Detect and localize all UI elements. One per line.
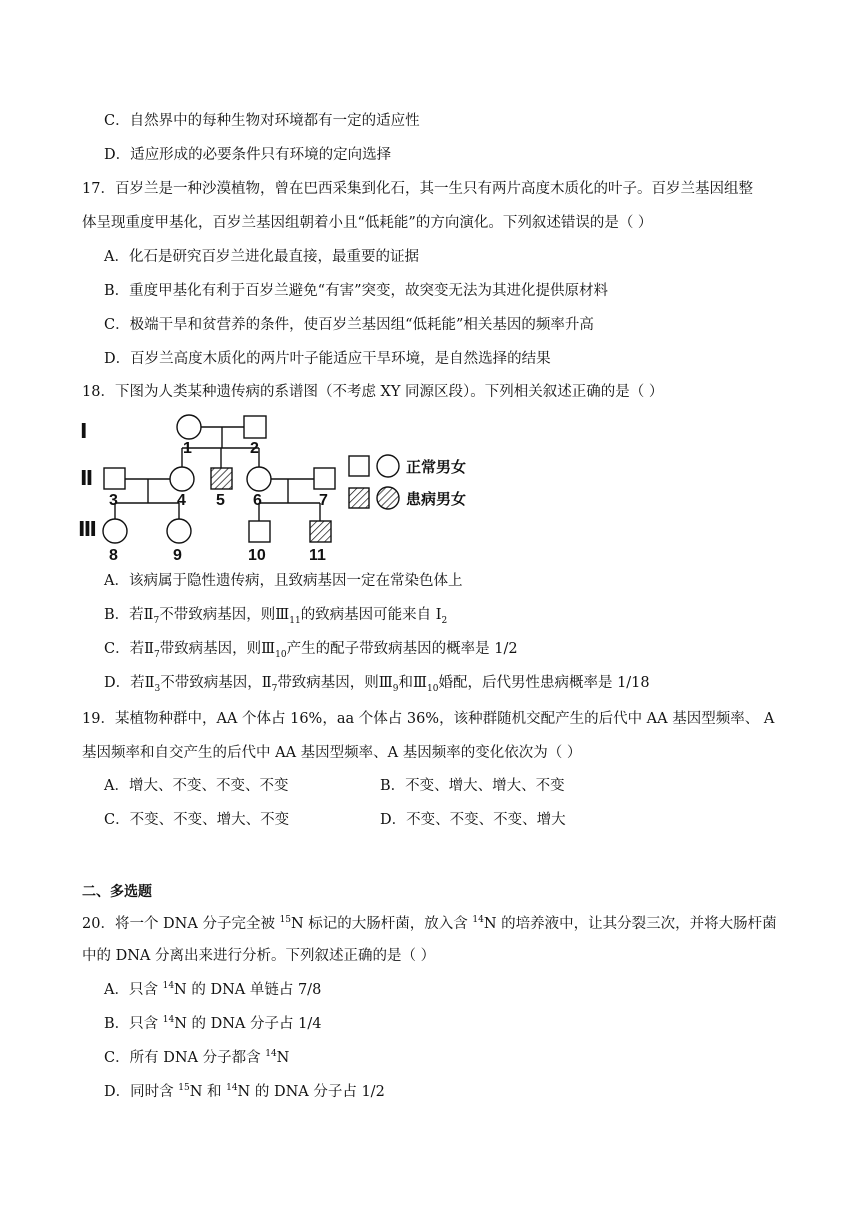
- q18-stem: 18．下图为人类某种遗传病的系谱图（不考虑 XY 同源区段）。下列相关叙述正确的是（ ）: [82, 384, 664, 400]
- q20-option-d: D．同时含 $^{15}$N 和 $^{14}$N 的 DNA 分子占 1/2: [104, 1083, 385, 1100]
- id-7: 7: [319, 492, 328, 509]
- individual-11-affected-male: [310, 521, 331, 542]
- legend-normal-label: 正常男女: [406, 459, 467, 476]
- q17-option-a: A．化石是研究百岁兰进化最直接，最重要的证据: [104, 249, 419, 265]
- individual-1-female: [177, 415, 201, 439]
- legend-affected-label: 患病男女: [406, 491, 467, 508]
- q20-stem-line2: 中的 DNA 分离出来进行分析。下列叙述正确的是（ ）: [82, 948, 436, 964]
- q20-stem-line1: 20．将一个 DNA 分子完全被 $^{15}$N 标记的大肠杆菌，放入含 $^{14}$N 的培养液中，让其分裂三次，并将大肠杆菌: [82, 915, 777, 932]
- q16-option-d: D．适应形成的必要条件只有环境的定向选择: [104, 147, 392, 163]
- q19-stem-line1: 19．某植物种群中，AA 个体占 16%，aa 个体占 36%，该种群随机交配产生的后代中 AA 基因型频率、 A: [82, 711, 775, 727]
- id-5: 5: [216, 492, 225, 509]
- q19-option-a: A．增大、不变、不变、不变: [104, 778, 289, 794]
- q17-option-d: D．百岁兰高度木质化的两片叶子能适应干旱环境，是自然选择的结果: [104, 351, 551, 367]
- section-heading: 二、多选题: [82, 884, 152, 900]
- q18-option-b: B．若$Ⅱ_7$不带致病基因，则$Ⅲ_{11}$的致病基因可能来自 $I_2$: [104, 607, 448, 626]
- q20-option-a: A．只含 $^{14}$N 的 DNA 单链占 7/8: [104, 981, 322, 998]
- q19-option-c: C．不变、不变、增大、不变: [104, 812, 290, 828]
- id-1: 1: [183, 440, 192, 457]
- q17-stem-line1: 17．百岁兰是一种沙漠植物，曾在巴西采集到化石，其一生只有两片高度木质化的叶子。百岁兰基因组整: [82, 181, 753, 197]
- id-6: 6: [253, 492, 262, 509]
- legend-affected-male-icon: [349, 488, 369, 508]
- q18-option-c: C．若$Ⅱ_7$带致病基因，则$Ⅲ_{10}$产生的配子带致病基因的概率是 1/2: [104, 641, 518, 660]
- q19-option-d: D．不变、不变、不变、增大: [380, 812, 566, 828]
- legend-affected-female-icon: [377, 487, 399, 509]
- legend-normal-male-icon: [349, 456, 369, 476]
- individual-6-female: [247, 467, 271, 491]
- id-11: 11: [309, 547, 326, 564]
- gen-label-1: Ⅰ: [80, 421, 88, 443]
- individual-8-female: [103, 519, 127, 543]
- id-3: 3: [109, 492, 118, 509]
- id-9: 9: [173, 547, 182, 564]
- q17-option-b: B．重度甲基化有利于百岁兰避免“有害”突变，故突变无法为其进化提供原材料: [104, 283, 608, 299]
- id-2: 2: [250, 440, 259, 457]
- legend-normal-female-icon: [377, 455, 399, 477]
- id-4: 4: [177, 492, 186, 509]
- q19-option-b: B．不变、增大、增大、不变: [380, 778, 565, 794]
- individual-2-male: [244, 416, 266, 438]
- id-8: 8: [109, 547, 118, 564]
- q20-option-c: C．所有 DNA 分子都含 $^{14}$N: [104, 1049, 290, 1066]
- pedigree-chart: [76, 408, 496, 568]
- q20-option-b: B．只含 $^{14}$N 的 DNA 分子占 1/4: [104, 1015, 322, 1032]
- q17-option-c: C．极端干旱和贫营养的条件，使百岁兰基因组“低耗能”相关基因的频率升高: [104, 317, 594, 333]
- individual-10-male: [249, 521, 270, 542]
- q17-stem-line2: 体呈现重度甲基化，百岁兰基因组朝着小且“低耗能”的方向演化。下列叙述错误的是（ ）: [82, 215, 653, 231]
- gen-label-3: Ⅲ: [78, 519, 97, 541]
- individual-7-male: [314, 468, 335, 489]
- individual-3-male: [104, 468, 125, 489]
- q18-option-d: D．若$Ⅱ_3$不带致病基因，$Ⅱ_7$带致病基因，则$Ⅲ_9$和$Ⅲ_{10}$婚配，后代男性患病概率是 1/18: [104, 675, 650, 694]
- individual-4-female: [170, 467, 194, 491]
- q18-option-a: A．该病属于隐性遗传病，且致病基因一定在常染色体上: [104, 573, 463, 589]
- individual-9-female: [167, 519, 191, 543]
- q16-option-c: C．自然界中的每种生物对环境都有一定的适应性: [104, 113, 420, 129]
- q19-stem-line2: 基因频率和自交产生的后代中 AA 基因型频率、A 基因频率的变化依次为（ ）: [82, 745, 582, 761]
- id-10: 10: [248, 547, 266, 564]
- individual-5-affected-male: [211, 468, 232, 489]
- gen-label-2: Ⅱ: [80, 468, 94, 490]
